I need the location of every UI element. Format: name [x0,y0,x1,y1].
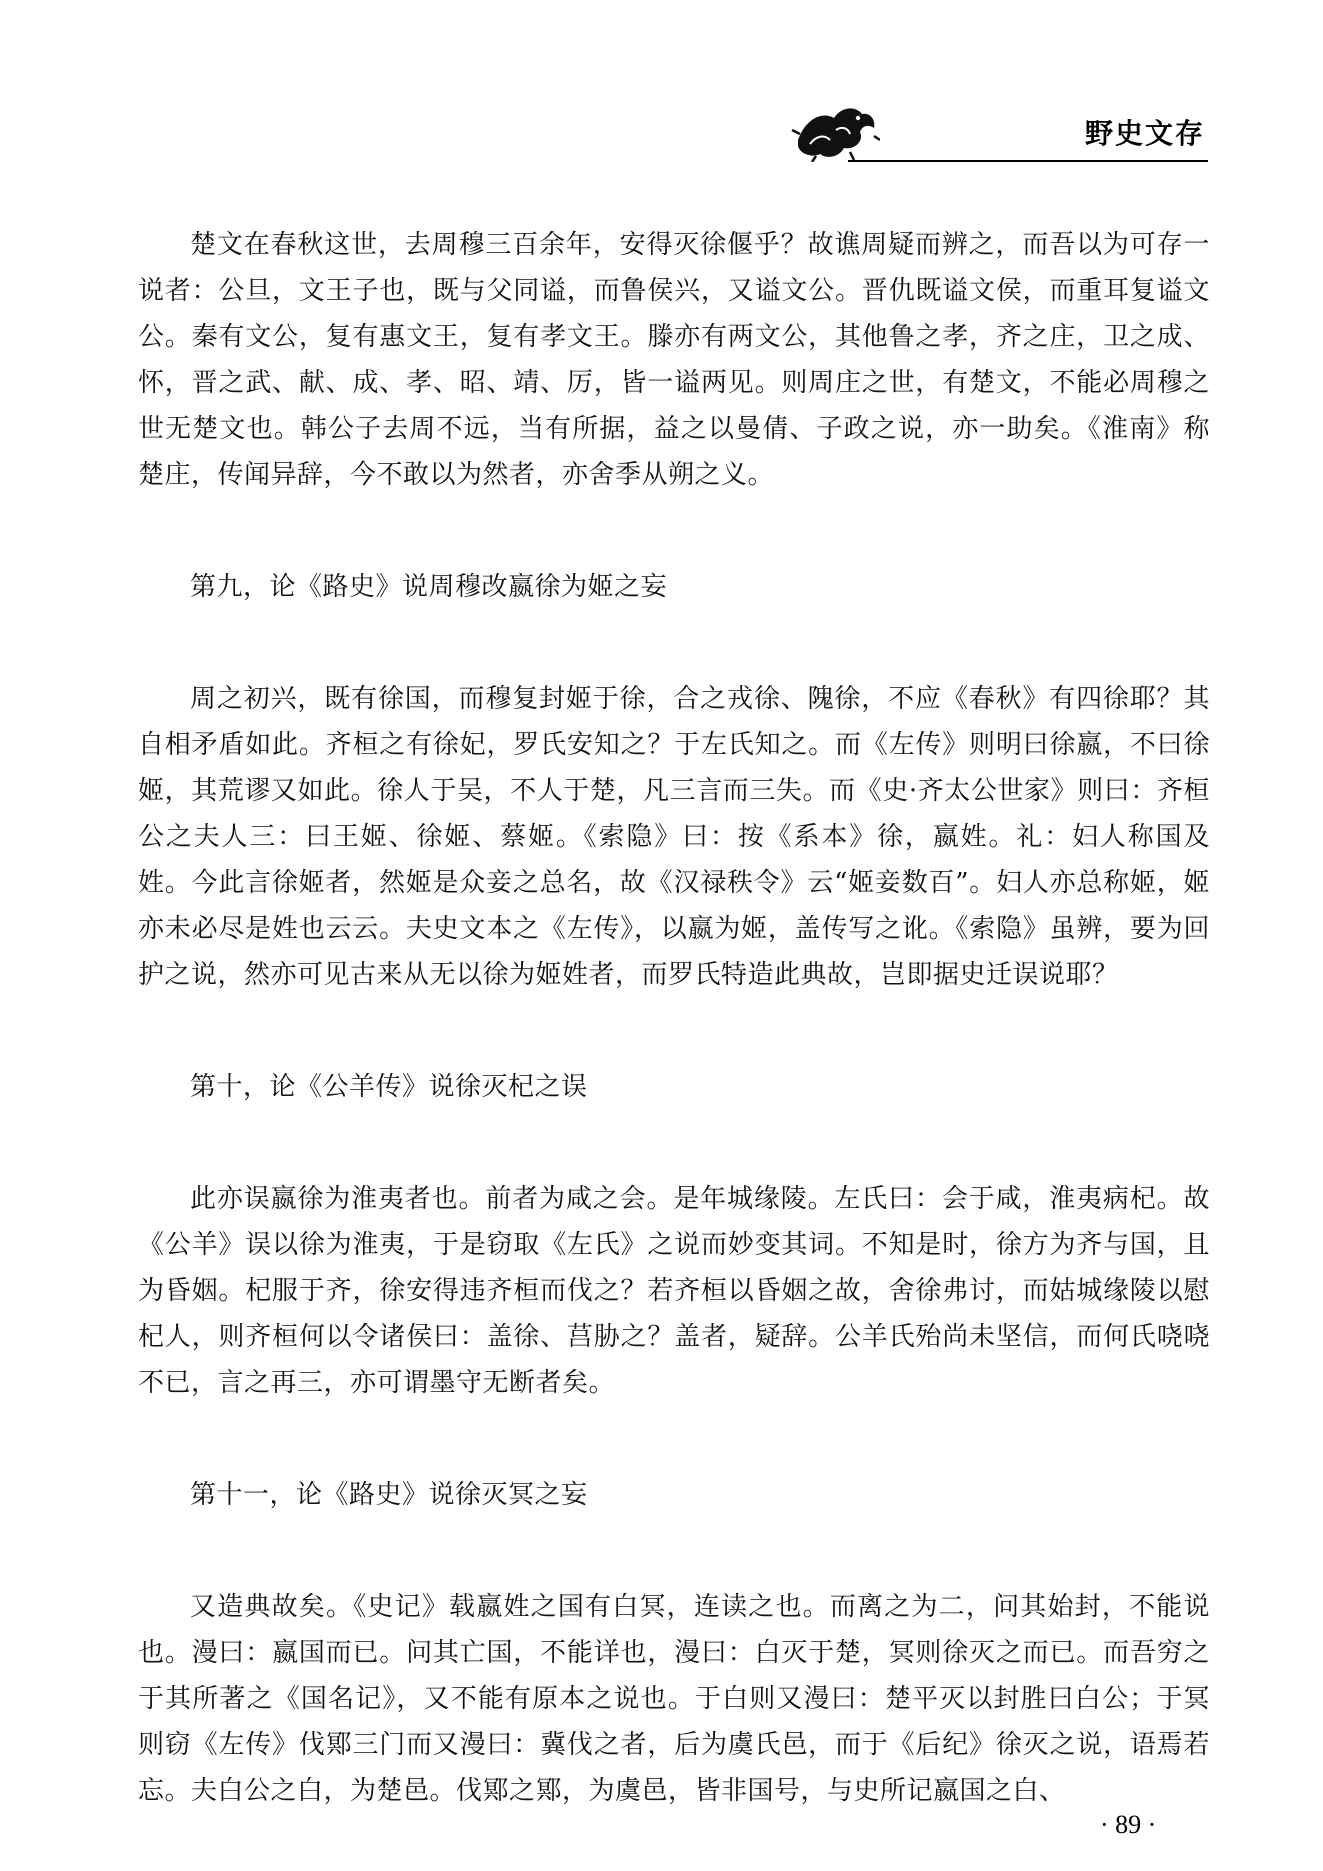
section-heading: 第九，论《路史》说周穆改嬴徐为姬之妄 [190,572,668,602]
page-body [138,222,1210,1814]
paragraph: 周之初兴，既有徐国，而穆复封姬于徐，合之戎徐、隗徐，不应《春秋》有四徐耶？其自相矛盾如此。齐桓之有徐妃，罗氏安知之？于左氏知之。而《左传》则明曰徐嬴，不曰徐姬，其荒谬又如此。徐人于吴，不人于楚，凡三言而三失。而《史·齐太公世家》则曰：齐桓公之夫人三：曰王姬、徐姬、蔡姬。《索隐》曰：按《系本》徐，嬴姓。礼：妇人称国及姓。今此言徐姬者，然姬是众妾之总名，故《汉禄秩令》云“姬妾数百”。妇人亦总称姬，姬亦未必尽是姓也云云。夫史文本之《左传》，以嬴为姬，盖传写之讹。《索隐》虽辨，要为回护之说，然亦可见古来从无以徐为姬姓者，而罗氏特造此典故，岂即据史迁误说耶？ [138,684,1210,990]
paragraph: 又造典故矣。《史记》载嬴姓之国有白冥，连读之也。而离之为二，问其始封，不能说也。漫曰：嬴国而已。问其亡国，不能详也，漫曰：白灭于楚，冥则徐灭之而已。而吾穷之于其所著之《国名记》，又不能有原本之说也。于白则又漫曰：楚平灭以封胜曰白公；于冥则窃《左传》伐鄍三门而又漫曰：冀伐之者，后为虞氏邑，而于《后纪》徐灭之说，语焉若忘。夫白公之白，为楚邑。伐鄍之鄍，为虞邑，皆非国号，与史所记嬴国之白、 [138,1592,1210,1806]
section-heading: 第十一，论《路史》说徐灭冥之妄 [190,1480,588,1510]
page-number: · 89 · [1100,1810,1157,1839]
paragraph: 此亦误嬴徐为淮夷者也。前者为咸之会。是年城缘陵。左氏曰：会于咸，淮夷病杞。故《公羊》误以徐为淮夷，于是窃取《左氏》之说而妙变其词。不知是时，徐方为齐与国，且为昏姻。杞服于齐，徐安得违齐桓而伐之？若齐桓以昏姻之故，舍徐弗讨，而姑城缘陵以慰杞人，则齐桓何以令诸侯曰：盖徐、莒胁之？盖者，疑辞。公羊氏殆尚未坚信，而何氏哓哓不已，言之再三，亦可谓墨守无断者矣。 [138,1184,1210,1398]
header-rule [848,160,1208,162]
section-heading: 第十，论《公羊传》说徐灭杞之误 [190,1072,588,1102]
paragraph: 楚文在春秋这世，去周穆三百余年，安得灭徐偃乎？故谯周疑而辨之，而吾以为可存一说者：公旦，文王子也，既与父同谥，而鲁侯兴，又谥文公。晋仇既谥文侯，而重耳复谥文公。秦有文公，复有惠文王，复有孝文王。滕亦有两文公，其他鲁之孝，齐之庄，卫之成、怀，晋之武、献、成、孝、昭、靖、厉，皆一谥两见。则周庄之世，有楚文，不能必周穆之世无楚文也。韩公子去周不远，当有所据，益之以曼倩、子政之说，亦一助矣。《淮南》称楚庄，传闻异辞，今不敢以为然者，亦舍季从朔之义。 [138,230,1210,490]
running-title: 野史文存 [1084,117,1205,150]
dragon-icon [790,100,880,162]
page-header [0,0,1323,170]
